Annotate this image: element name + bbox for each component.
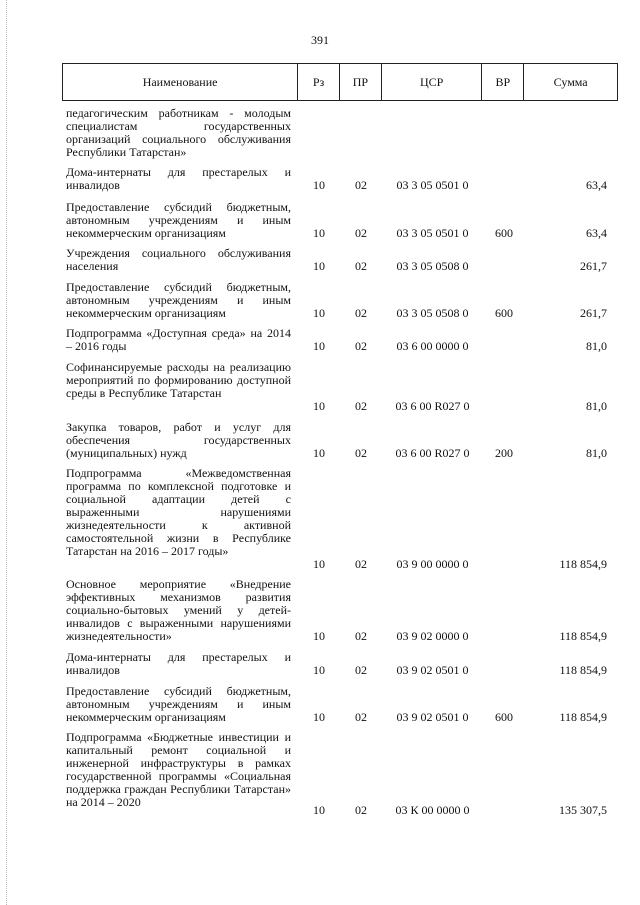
page-number: 391 [311,33,329,47]
row-rz: 10 [313,399,325,413]
row-sum: 118 854,9 [559,557,607,571]
row-pr: 02 [355,306,367,320]
table-row [0,731,640,817]
row-name: Дома-интернаты для престарелых и инвалидов [66,650,291,677]
row-sum: 81,0 [586,446,607,460]
row-pr: 02 [355,803,367,817]
row-csr: 03 9 02 0000 0 [396,629,469,643]
row-name: Предоставление субсидий бюджетным, автономным учреждениям и иным некоммерческим организациям [66,280,291,320]
row-rz: 10 [313,663,325,677]
row-vr: 600 [495,710,513,724]
row-rz: 10 [313,178,325,192]
row-csr: 03 9 00 0000 0 [396,557,469,571]
table-row [0,361,640,413]
row-csr: 03 6 00 R027 0 [395,399,470,413]
row-name: Предоставление субсидий бюджетным, автономным учреждениям и иным некоммерческим организациям [66,684,291,724]
header-vr: ВР [482,64,524,100]
row-name: Закупка товаров, работ и услуг для обеспечения государственных (муниципальных) нужд [66,420,291,460]
row-sum: 63,4 [586,178,607,192]
row-rz: 10 [313,803,325,817]
row-csr: 03 6 00 0000 0 [396,339,469,353]
row-rz: 10 [313,259,325,273]
row-name: Основное мероприятие «Внедрение эффективных механизмов развития социально-бытовых умений у детей-инвалидов с выраженными нарушениями жизнедеятельности» [66,577,291,643]
row-pr: 02 [355,710,367,724]
row-name: Подпрограмма «Доступная среда» на 2014 – 2016 годы [66,326,291,353]
header-rz: Рз [298,64,340,100]
table-row [0,467,640,571]
row-pr: 02 [355,629,367,643]
row-name: Предоставление субсидий бюджетным, автономным учреждениям и иным некоммерческим организациям [66,200,291,240]
row-rz: 10 [313,226,325,240]
row-csr: 03 3 05 0508 0 [396,259,469,273]
row-rz: 10 [313,557,325,571]
row-sum: 118 854,9 [559,663,607,677]
row-sum: 261,7 [580,259,607,273]
row-csr: 03 6 00 R027 0 [395,446,470,460]
row-sum: 118 854,9 [559,710,607,724]
table-row [0,281,640,320]
table-row [0,327,640,353]
row-name: Подпрограмма «Межведомственная программа по комплексной подготовке и социальной адаптации детей с выраженными нарушениями жизнедеятельности к активной самостоятельной жизни в Республике Татарстан на 2016 – 2017 годы» [66,466,291,558]
row-csr: 03 3 05 0501 0 [396,226,469,240]
table-row [0,578,640,643]
row-name: Софинансируемые расходы на реализацию мероприятий по формированию доступной среды в Республике Татарстан [66,360,291,400]
row-sum: 135 307,5 [559,803,607,817]
row-pr: 02 [355,259,367,273]
row-name: педагогическим работникам - молодым специалистам государственных организаций социального обслуживания Республики Татарстан» [66,106,291,159]
header-csr: ЦСР [382,64,483,100]
row-csr: 03 9 02 0501 0 [396,663,469,677]
table-row [0,421,640,460]
header-pr: ПР [340,64,382,100]
row-vr: 600 [495,306,513,320]
table-row [0,201,640,240]
row-pr: 02 [355,226,367,240]
row-sum: 261,7 [580,306,607,320]
row-vr: 200 [495,446,513,460]
row-rz: 10 [313,306,325,320]
row-sum: 81,0 [586,399,607,413]
row-sum: 118 854,9 [559,629,607,643]
row-sum: 81,0 [586,339,607,353]
table-row [0,685,640,724]
row-rz: 10 [313,339,325,353]
row-rz: 10 [313,629,325,643]
row-csr: 03 9 02 0501 0 [396,710,469,724]
row-name: Подпрограмма «Бюджетные инвестиции и капитальный ремонт социальной и инженерной инфраструктуры в рамках государственной программы «Социальная поддержка граждан Республики Татарстан» на 2014 – 2020 [66,730,291,809]
row-csr: 03 3 05 0508 0 [396,306,469,320]
row-pr: 02 [355,178,367,192]
row-csr: 03 3 05 0501 0 [396,178,469,192]
row-rz: 10 [313,446,325,460]
row-pr: 02 [355,557,367,571]
table-row [0,107,640,159]
header-name: Наименование [63,64,298,100]
row-pr: 02 [355,339,367,353]
table-row [0,247,640,273]
table-row [0,166,640,192]
header-sum: Сумма [553,74,588,89]
row-sum: 63,4 [586,226,607,240]
row-name: Дома-интернаты для престарелых и инвалидов [66,165,291,192]
table-row [0,651,640,677]
row-name: Учреждения социального обслуживания населения [66,246,291,273]
row-pr: 02 [355,446,367,460]
row-csr: 03 К 00 0000 0 [395,803,470,817]
row-vr: 600 [495,226,513,240]
row-pr: 02 [355,399,367,413]
row-pr: 02 [355,663,367,677]
row-rz: 10 [313,710,325,724]
